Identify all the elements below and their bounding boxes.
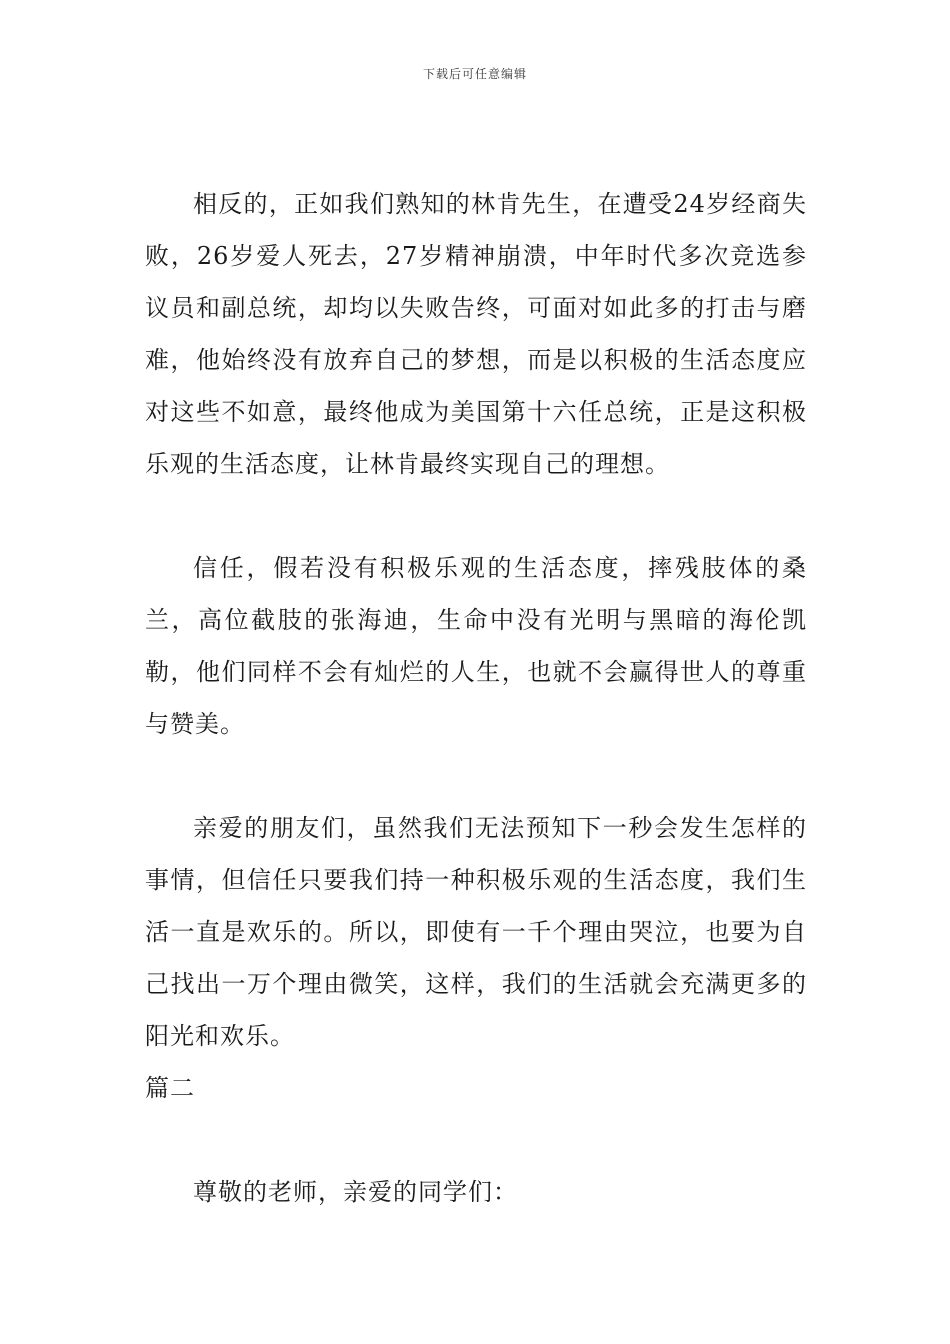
salutation: 尊敬的老师，亲爱的同学们： [193, 1178, 518, 1206]
paragraph-examples: 信任，假若没有积极乐观的生活态度，摔残肢体的桑兰，高位截肢的张海迪，生命中没有光明与黑暗的海伦凯勒，他们同样不会有灿烂的人生，也就不会赢得世人的尊重与赞美。 [145, 554, 807, 738]
paragraph-conclusion: 亲爱的朋友们，虽然我们无法预知下一秒会发生怎样的事情，但信任只要我们持一种积极乐观的生活态度，我们生活一直是欢乐的。所以，即使有一千个理由哭泣，也要为自己找出一万个理由微笑，这样，我们的生活就会充满更多的阳光和欢乐。 [145, 814, 807, 1050]
paragraph-gap [145, 1114, 807, 1166]
paragraph-lincoln: 相反的，正如我们熟知的林肯先生，在遭受24岁经商失败，26岁爱人死去，27岁精神崩溃，中年时代多次竞选参议员和副总统，却均以失败告终，可面对如此多的打击与磨难，他始终没有放弃自己的梦想，而是以积极的生活态度应对这些不如意，最终他成为美国第十六任总统，正是这积极乐观的生活态度，让林肯最终实现自己的理想。 [145, 190, 807, 478]
document-body [145, 178, 807, 1218]
section-label: 篇二 [145, 1074, 195, 1102]
paragraph-gap [145, 490, 807, 542]
paragraph-gap [145, 750, 807, 802]
header-note: 下载后可任意编辑 [422, 67, 527, 81]
